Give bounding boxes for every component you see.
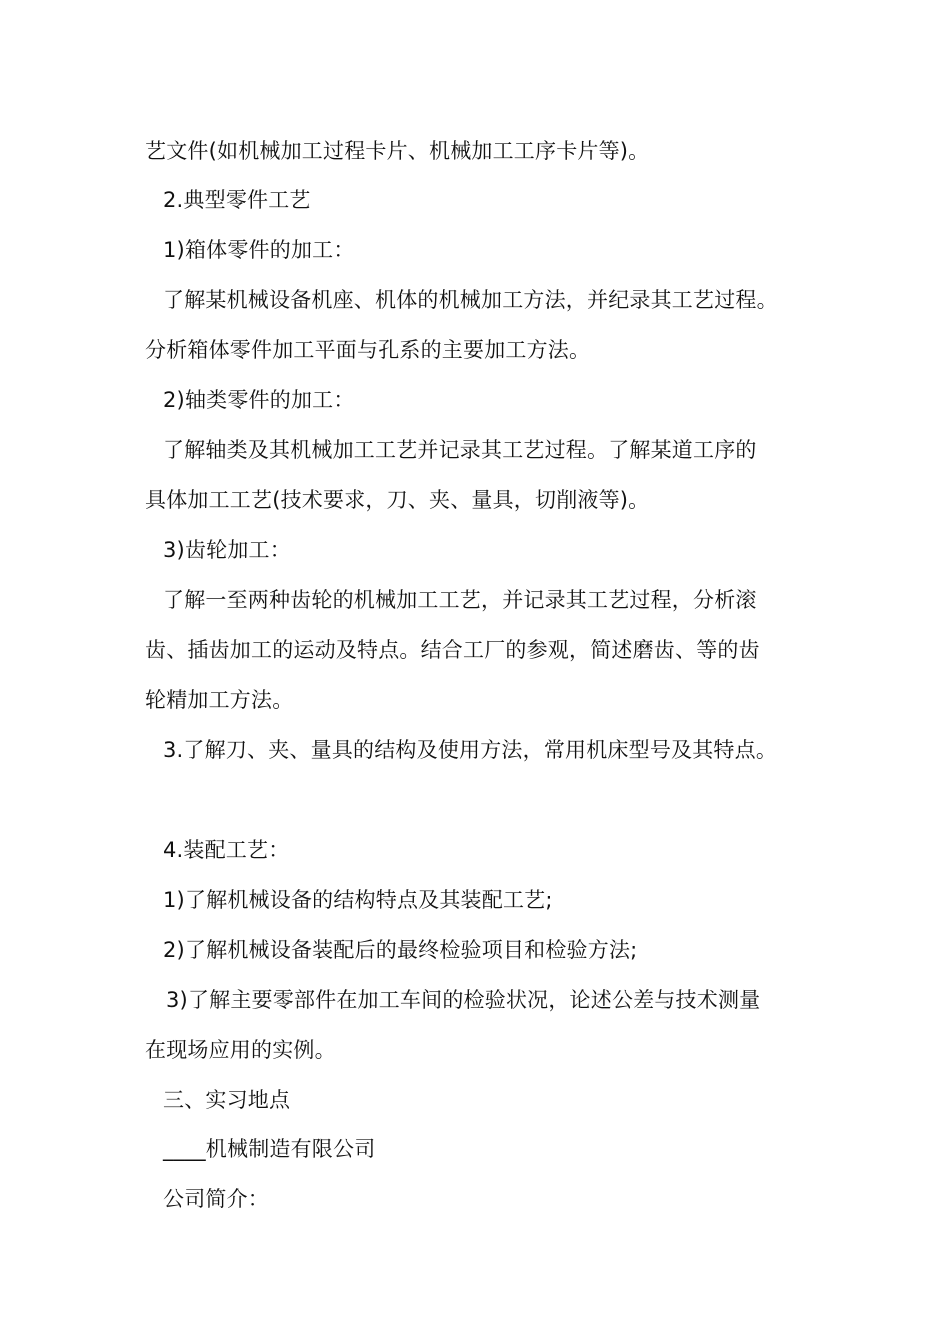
text-line: 公司简介： <box>163 1187 269 1211</box>
text-line: 了解轴类及其机械加工工艺并记录其工艺过程。了解某道工序的 <box>163 438 757 462</box>
list-item: 1)了解机械设备的结构特点及其装配工艺; <box>163 888 553 912</box>
section-heading: 3.了解刀、夹、量具的结构及使用方法，常用机床型号及其特点。 <box>163 738 778 762</box>
text-line: 轮精加工方法。 <box>145 688 294 712</box>
text-line: 分析箱体零件加工平面与孔系的主要加工方法。 <box>145 338 591 362</box>
subsection-heading: 1)箱体零件的加工： <box>163 238 355 262</box>
section-heading: 三、实习地点 <box>163 1088 291 1112</box>
text-line: 齿、插齿加工的运动及特点。结合工厂的参观，简述磨齿、等的齿 <box>145 638 760 662</box>
section-heading: 4.装配工艺： <box>163 838 290 862</box>
text-line: 具体加工工艺(技术要求，刀、夹、量具，切削液等)。 <box>145 488 650 512</box>
subsection-heading: 3)齿轮加工： <box>163 538 291 562</box>
list-item: 3)了解主要零部件在加工车间的检验状况，论述公差与技术测量 <box>166 988 761 1012</box>
subsection-heading: 2)轴类零件的加工： <box>163 388 355 412</box>
text-line: 艺文件(如机械加工过程卡片、机械加工工序卡片等)。 <box>145 139 650 163</box>
text-line: 了解一至两种齿轮的机械加工工艺，并记录其工艺过程，分析滚 <box>163 588 757 612</box>
company-name: ____机械制造有限公司 <box>163 1137 376 1161</box>
text-line: 了解某机械设备机座、机体的机械加工方法，并纪录其工艺过程。 <box>163 288 778 312</box>
text-line: 在现场应用的实例。 <box>145 1038 336 1062</box>
section-heading: 2.典型零件工艺 <box>163 188 311 212</box>
list-item: 2)了解机械设备装配后的最终检验项目和检验方法; <box>163 938 638 962</box>
